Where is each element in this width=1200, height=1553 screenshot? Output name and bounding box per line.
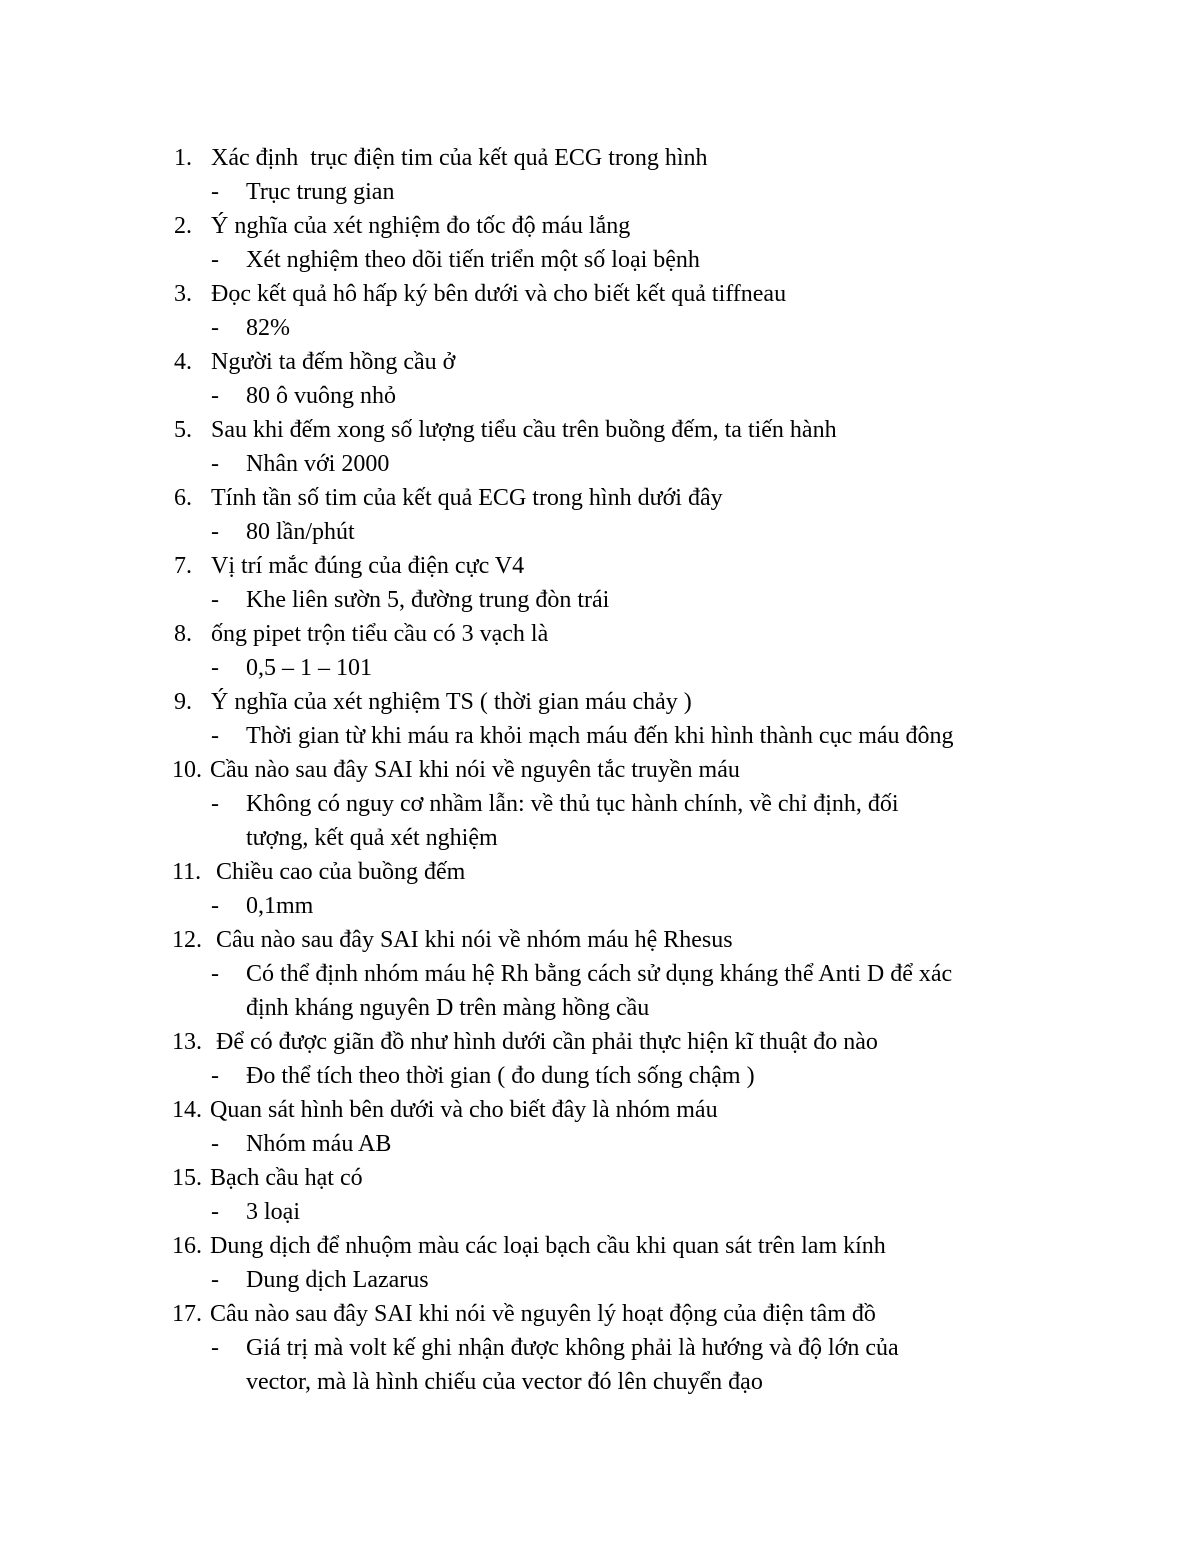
answer-line: [0, 1365, 1200, 1399]
answer-text: Khe liên sườn 5, đường trung đòn trái: [246, 587, 610, 613]
list-item: [0, 1093, 1200, 1161]
question-number: 5.: [174, 417, 192, 443]
list-item: [0, 413, 1200, 481]
answer-line: [0, 889, 1200, 923]
answer-line: [0, 651, 1200, 685]
answer-line: [0, 311, 1200, 345]
list-item: [0, 481, 1200, 549]
question-text: Tính tần số tim của kết quả ECG trong hình dưới đây: [211, 485, 723, 511]
list-item: [0, 141, 1200, 209]
answer-line: [0, 583, 1200, 617]
question-line: [0, 1025, 1200, 1059]
answer-text: Xét nghiệm theo dõi tiến triển một số loại bệnh: [246, 247, 700, 273]
question-number: 13.: [172, 1029, 202, 1055]
question-text: Ý nghĩa của xét nghiệm đo tốc độ máu lắng: [211, 213, 631, 239]
answer-text: Nhân với 2000: [246, 451, 390, 477]
answer-bullet: -: [211, 1131, 219, 1157]
answer-line: [0, 787, 1200, 821]
question-text: Ý nghĩa của xét nghiệm TS ( thời gian máu chảy ): [211, 689, 692, 715]
question-line: [0, 1093, 1200, 1127]
list-item: [0, 923, 1200, 1025]
answer-line: [0, 1195, 1200, 1229]
answer-bullet: -: [211, 519, 219, 545]
question-line: [0, 1229, 1200, 1263]
list-item: [0, 345, 1200, 413]
answer-text: tượng, kết quả xét nghiệm: [246, 825, 498, 851]
answer-line: [0, 957, 1200, 991]
answer-bullet: -: [211, 179, 219, 205]
answer-bullet: -: [211, 723, 219, 749]
answer-text: Đo thể tích theo thời gian ( đo dung tích sống chậm ): [246, 1063, 755, 1089]
question-line: [0, 617, 1200, 651]
answer-bullet: -: [211, 961, 219, 987]
answer-bullet: -: [211, 315, 219, 341]
question-number: 10.: [172, 757, 202, 783]
answer-line: [0, 379, 1200, 413]
question-line: [0, 753, 1200, 787]
answer-line: [0, 719, 1200, 753]
list-item: [0, 1161, 1200, 1229]
list-item: [0, 1025, 1200, 1093]
answer-text: 3 loại: [246, 1199, 300, 1225]
answer-bullet: -: [211, 451, 219, 477]
question-text: Câu nào sau đây SAI khi nói về nhóm máu hệ Rhesus: [210, 927, 733, 953]
question-number: 12.: [172, 927, 202, 953]
question-line: [0, 1297, 1200, 1331]
answer-text: vector, mà là hình chiếu của vector đó lên chuyển đạo: [246, 1369, 763, 1395]
answer-text: 0,1mm: [246, 893, 314, 919]
question-line: [0, 413, 1200, 447]
question-line: [0, 549, 1200, 583]
answer-text: Có thể định nhóm máu hệ Rh bằng cách sử dụng kháng thể Anti D để xác: [246, 961, 953, 987]
question-line: [0, 481, 1200, 515]
answer-bullet: -: [211, 893, 219, 919]
answer-text: định kháng nguyên D trên màng hồng cầu: [246, 995, 650, 1021]
question-number: 7.: [174, 553, 192, 579]
list-item: [0, 549, 1200, 617]
answer-text: Dung dịch Lazarus: [246, 1267, 429, 1293]
answer-line: [0, 821, 1200, 855]
question-text: Để có được giãn đồ như hình dưới cần phải thực hiện kĩ thuật đo nào: [210, 1029, 878, 1055]
answer-text: 80 ô vuông nhỏ: [246, 383, 396, 409]
question-text: Người ta đếm hồng cầu ở: [211, 349, 456, 375]
answer-line: [0, 1059, 1200, 1093]
question-text: Cầu nào sau đây SAI khi nói về nguyên tắc truyền máu: [210, 757, 740, 783]
answer-line: [0, 1263, 1200, 1297]
question-text: Sau khi đếm xong số lượng tiểu cầu trên buồng đếm, ta tiến hành: [211, 417, 837, 443]
answer-line: [0, 243, 1200, 277]
question-number: 4.: [174, 349, 192, 375]
answer-line: [0, 175, 1200, 209]
question-number: 3.: [174, 281, 192, 307]
answer-line: [0, 991, 1200, 1025]
question-line: [0, 277, 1200, 311]
question-number: 16.: [172, 1233, 202, 1259]
question-line: [0, 1161, 1200, 1195]
answer-text: Thời gian từ khi máu ra khỏi mạch máu đến khi hình thành cục máu đông: [246, 723, 954, 749]
question-number: 11.: [172, 859, 202, 885]
question-line: [0, 855, 1200, 889]
question-line: [0, 685, 1200, 719]
answer-line: [0, 1127, 1200, 1161]
answer-text: 82%: [246, 315, 290, 341]
question-number: 8.: [174, 621, 192, 647]
question-text: Dung dịch để nhuộm màu các loại bạch cầu khi quan sát trên lam kính: [210, 1233, 886, 1259]
list-item: [0, 1229, 1200, 1297]
question-text: ống pipet trộn tiểu cầu có 3 vạch là: [211, 621, 549, 647]
question-number: 15.: [172, 1165, 202, 1191]
question-text: Xác định trục điện tim của kết quả ECG trong hình: [211, 145, 708, 171]
answer-text: 80 lần/phút: [246, 519, 355, 545]
answer-bullet: -: [211, 383, 219, 409]
answer-bullet: -: [211, 1199, 219, 1225]
question-number: 1.: [174, 145, 192, 171]
list-item: [0, 753, 1200, 855]
list-item: [0, 617, 1200, 685]
question-line: [0, 141, 1200, 175]
answer-line: [0, 1331, 1200, 1365]
question-line: [0, 209, 1200, 243]
list-item: [0, 1297, 1200, 1399]
answer-bullet: -: [211, 1267, 219, 1293]
question-text: Bạch cầu hạt có: [210, 1165, 363, 1191]
question-number: 9.: [174, 689, 192, 715]
question-text: Vị trí mắc đúng của điện cực V4: [211, 553, 525, 579]
question-number: 14.: [172, 1097, 202, 1123]
question-text: Câu nào sau đây SAI khi nói về nguyên lý hoạt động của điện tâm đồ: [210, 1301, 876, 1327]
answer-text: Không có nguy cơ nhầm lẫn: về thủ tục hành chính, về chỉ định, đối: [246, 791, 899, 817]
answer-bullet: -: [211, 587, 219, 613]
answer-text: Trục trung gian: [246, 179, 395, 205]
question-number: 17.: [172, 1301, 202, 1327]
list-item: [0, 855, 1200, 923]
answer-text: Giá trị mà volt kế ghi nhận được không phải là hướng và độ lớn của: [246, 1335, 899, 1361]
answer-line: [0, 447, 1200, 481]
answer-bullet: -: [211, 1335, 219, 1361]
question-number: 2.: [174, 213, 192, 239]
question-text: Quan sát hình bên dưới và cho biết đây là nhóm máu: [210, 1097, 718, 1123]
list-item: [0, 209, 1200, 277]
list-item: [0, 277, 1200, 345]
answer-bullet: -: [211, 655, 219, 681]
answer-bullet: -: [211, 791, 219, 817]
list-item: [0, 685, 1200, 753]
question-text: Đọc kết quả hô hấp ký bên dưới và cho biết kết quả tiffneau: [211, 281, 787, 307]
answer-text: Nhóm máu AB: [246, 1131, 392, 1157]
answer-bullet: -: [211, 1063, 219, 1089]
answer-text: 0,5 – 1 – 101: [246, 655, 372, 681]
question-answer-list: [0, 141, 1200, 1399]
answer-bullet: -: [211, 247, 219, 273]
question-text: Chiều cao của buồng đếm: [210, 859, 466, 885]
question-number: 6.: [174, 485, 192, 511]
question-line: [0, 345, 1200, 379]
question-line: [0, 923, 1200, 957]
answer-line: [0, 515, 1200, 549]
